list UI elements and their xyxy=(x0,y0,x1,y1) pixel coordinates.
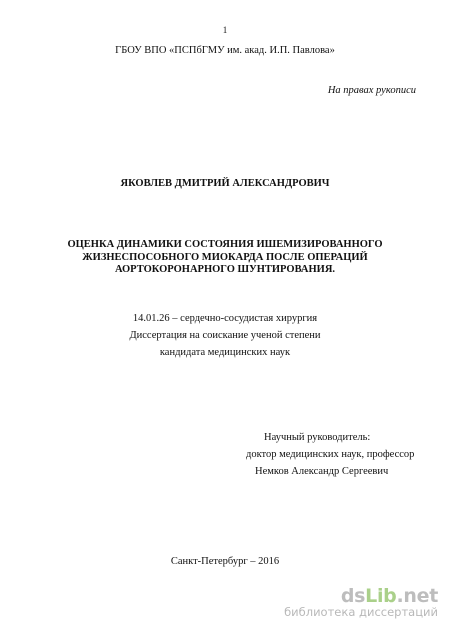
page-number: 1 xyxy=(222,25,228,35)
title-line-3: АОРТОКОРОНАРНОГО ШУНТИРОВАНИЯ. xyxy=(114,264,336,275)
title-line-1: ОЦЕНКА ДИНАМИКИ СОСТОЯНИЯ ИШЕМИЗИРОВАННОГО xyxy=(67,239,383,250)
supervisor-name: Немков Александр Сергеевич xyxy=(255,466,389,477)
dissertation-title xyxy=(0,239,450,277)
institution-name: ГБОУ ВПО «ПСПбГМУ им. акад. И.П. Павлова» xyxy=(115,45,335,56)
logo-prefix: ds xyxy=(340,585,366,607)
supervisor-role: Научный руководитель: xyxy=(264,432,371,443)
specialty-code: 14.01.26 – сердечно-сосудистая хирургия xyxy=(132,313,318,324)
logo-suffix: .net xyxy=(396,585,438,607)
supervisor-degree: доктор медицинских наук, профессор xyxy=(246,449,415,460)
degree-name: кандидата медицинских наук xyxy=(159,347,291,358)
logo-accent: Lib xyxy=(365,585,397,607)
specialty-block xyxy=(0,310,450,361)
manuscript-note: На правах рукописи xyxy=(327,85,416,96)
dslib-watermark xyxy=(284,586,438,619)
city-year: Санкт-Петербург – 2016 xyxy=(170,556,280,567)
dslib-subtitle: библиотека диссертаций xyxy=(284,605,438,619)
author-name: ЯКОВЛЕВ ДМИТРИЙ АЛЕКСАНДРОВИЧ xyxy=(120,178,330,189)
dslib-logo xyxy=(284,586,438,606)
title-line-2: ЖИЗНЕСПОСОБНОГО МИОКАРДА ПОСЛЕ ОПЕРАЦИЙ xyxy=(82,251,368,263)
degree-purpose: Диссертация на соискание ученой степени xyxy=(129,330,321,341)
